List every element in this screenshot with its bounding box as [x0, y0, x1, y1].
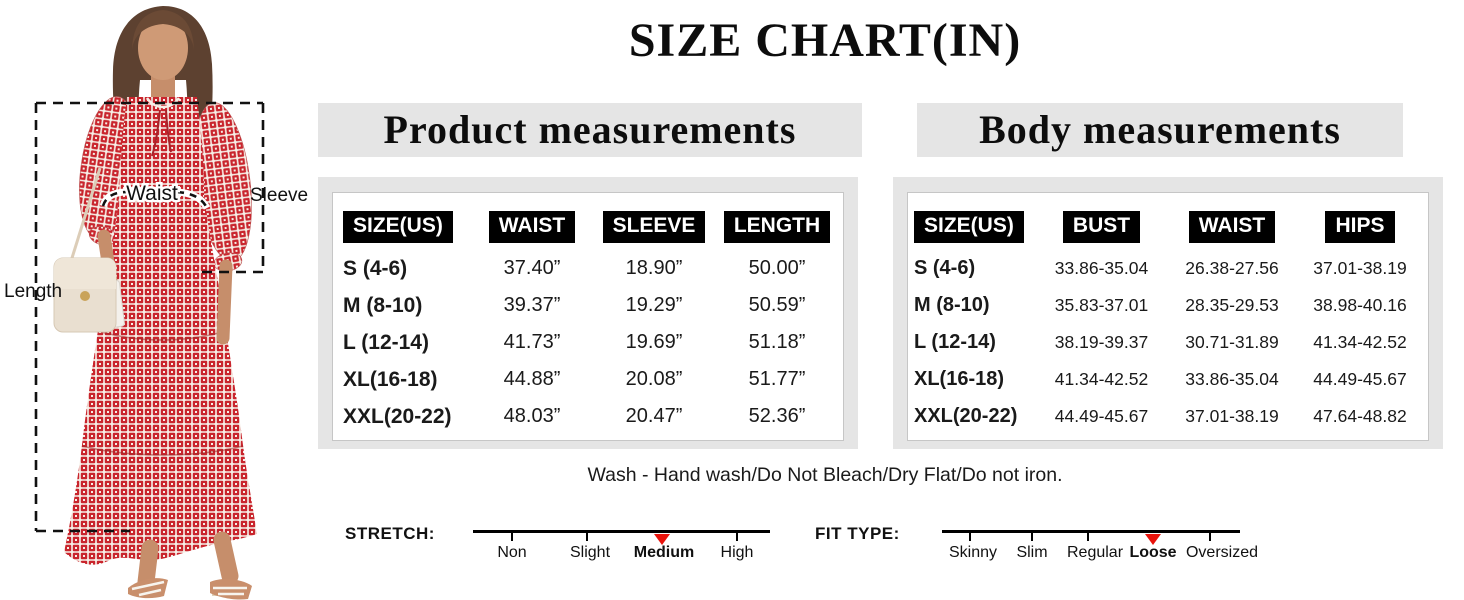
- fit-option-regular: Regular: [1066, 544, 1124, 561]
- sleeve-value: 19.69”: [625, 331, 683, 353]
- scale-tick: [736, 532, 738, 541]
- size-label: XXL(20-22): [914, 405, 1018, 427]
- forearm-right: [223, 266, 226, 338]
- table-row: [908, 324, 1428, 361]
- table-row: [333, 250, 843, 287]
- hips-value: 44.49-45.67: [1313, 369, 1407, 389]
- size-label: L (12-14): [914, 331, 996, 353]
- length-value: 50.00”: [748, 257, 806, 279]
- table-row: [908, 361, 1428, 398]
- size-label: XL(16-18): [343, 367, 438, 391]
- column-header: LENGTH: [724, 211, 830, 243]
- size-label: XL(16-18): [914, 368, 1005, 390]
- column-header: SIZE(US): [914, 211, 1024, 243]
- waist-value: 37.40”: [503, 257, 561, 279]
- hips-value: 38.98-40.16: [1313, 295, 1407, 315]
- length-value: 51.77”: [748, 368, 806, 390]
- size-label: XXL(20-22): [343, 404, 452, 428]
- stretch-option-medium: Medium: [633, 544, 695, 561]
- column-header: HIPS: [1325, 211, 1394, 243]
- waist-value: 44.88”: [503, 368, 561, 390]
- page-title: SIZE CHART(IN): [628, 14, 1022, 67]
- hips-value: 47.64-48.82: [1313, 406, 1407, 426]
- annotation-length: Length: [4, 281, 63, 302]
- fit-type-scale-line: [942, 530, 1240, 533]
- leg-left: [146, 548, 150, 582]
- product-measurements-panel: [318, 177, 858, 449]
- size-label: L (12-14): [343, 330, 429, 354]
- waist-value: 41.73”: [503, 331, 561, 353]
- waist-value: 30.71-31.89: [1185, 332, 1279, 352]
- scale-tick: [511, 532, 513, 541]
- column-header: SLEEVE: [603, 211, 706, 243]
- table-row: [333, 398, 843, 435]
- fit-option-skinny: Skinny: [948, 544, 998, 561]
- bust-value: 38.19-39.37: [1054, 332, 1149, 352]
- column-header: WAIST: [489, 211, 576, 243]
- column-header: SIZE(US): [343, 211, 453, 243]
- table-header-row: [908, 204, 1428, 250]
- annotation-waist: Waist: [126, 182, 178, 205]
- waist-value: 37.01-38.19: [1185, 406, 1279, 426]
- size-label: S (4-6): [914, 257, 976, 279]
- product-measurements-heading: Product measurements: [318, 103, 862, 157]
- stretch-scale-line: [473, 530, 770, 533]
- waist-value: 26.38-27.56: [1185, 258, 1279, 278]
- waist-value: 39.37”: [503, 294, 561, 316]
- length-value: 51.18”: [748, 331, 806, 353]
- table-row: [908, 287, 1428, 324]
- bust-value: 44.49-45.67: [1054, 406, 1149, 426]
- length-value: 52.36”: [748, 405, 806, 427]
- fit-type-label: FIT TYPE:: [815, 524, 900, 543]
- body-measurements-table: [907, 192, 1429, 441]
- sandal-foot-right: [210, 579, 252, 600]
- bust-value: 35.83-37.01: [1054, 295, 1149, 315]
- product-measurements-table: [332, 192, 844, 441]
- hips-value: 41.34-42.52: [1313, 332, 1407, 352]
- leg-right: [222, 540, 230, 576]
- sleeve-value: 18.90”: [625, 257, 683, 279]
- model-illustration: [0, 0, 310, 600]
- fit-option-oversized: Oversized: [1185, 544, 1259, 561]
- sleeve-value: 20.47”: [625, 405, 683, 427]
- sleeve-value: 19.29”: [625, 294, 683, 316]
- annotation-sleeve: Sleeve: [250, 185, 309, 206]
- length-value: 50.59”: [748, 294, 806, 316]
- stretch-label: STRETCH:: [345, 524, 435, 543]
- scale-tick: [586, 532, 588, 541]
- waist-value: 48.03”: [503, 405, 561, 427]
- size-label: M (8-10): [343, 293, 423, 317]
- scale-tick: [1087, 532, 1089, 541]
- scale-tick: [1209, 532, 1211, 541]
- column-header: WAIST: [1189, 211, 1276, 243]
- hips-value: 37.01-38.19: [1313, 258, 1407, 278]
- fit-option-slim: Slim: [1016, 544, 1048, 561]
- table-header-row: [333, 204, 843, 250]
- body-measurements-heading: Body measurements: [917, 103, 1403, 157]
- table-row: [908, 250, 1428, 287]
- table-row: [333, 324, 843, 361]
- scale-tick: [1031, 532, 1033, 541]
- body-measurements-panel: [893, 177, 1443, 449]
- stretch-option-non: Non: [497, 544, 527, 561]
- sleeve-value: 20.08”: [625, 368, 683, 390]
- model-photo: [0, 0, 310, 600]
- table-row: [333, 287, 843, 324]
- stretch-option-high: High: [720, 544, 754, 561]
- column-header: BUST: [1063, 211, 1140, 243]
- fit-option-loose: Loose: [1129, 544, 1177, 561]
- table-row: [333, 361, 843, 398]
- bust-value: 33.86-35.04: [1054, 258, 1149, 278]
- waist-value: 33.86-35.04: [1185, 369, 1279, 389]
- handbag-clasp: [80, 291, 90, 301]
- waist-value: 28.35-29.53: [1185, 295, 1279, 315]
- handbag-flap: [54, 258, 116, 289]
- scale-tick: [969, 532, 971, 541]
- stretch-option-slight: Slight: [569, 544, 611, 561]
- bust-value: 41.34-42.52: [1054, 369, 1149, 389]
- size-label: S (4-6): [343, 256, 408, 280]
- care-instructions: Wash - Hand wash/Do Not Bleach/Dry Flat/Do not iron.: [587, 464, 1063, 486]
- size-label: M (8-10): [914, 294, 990, 316]
- table-row: [908, 398, 1428, 435]
